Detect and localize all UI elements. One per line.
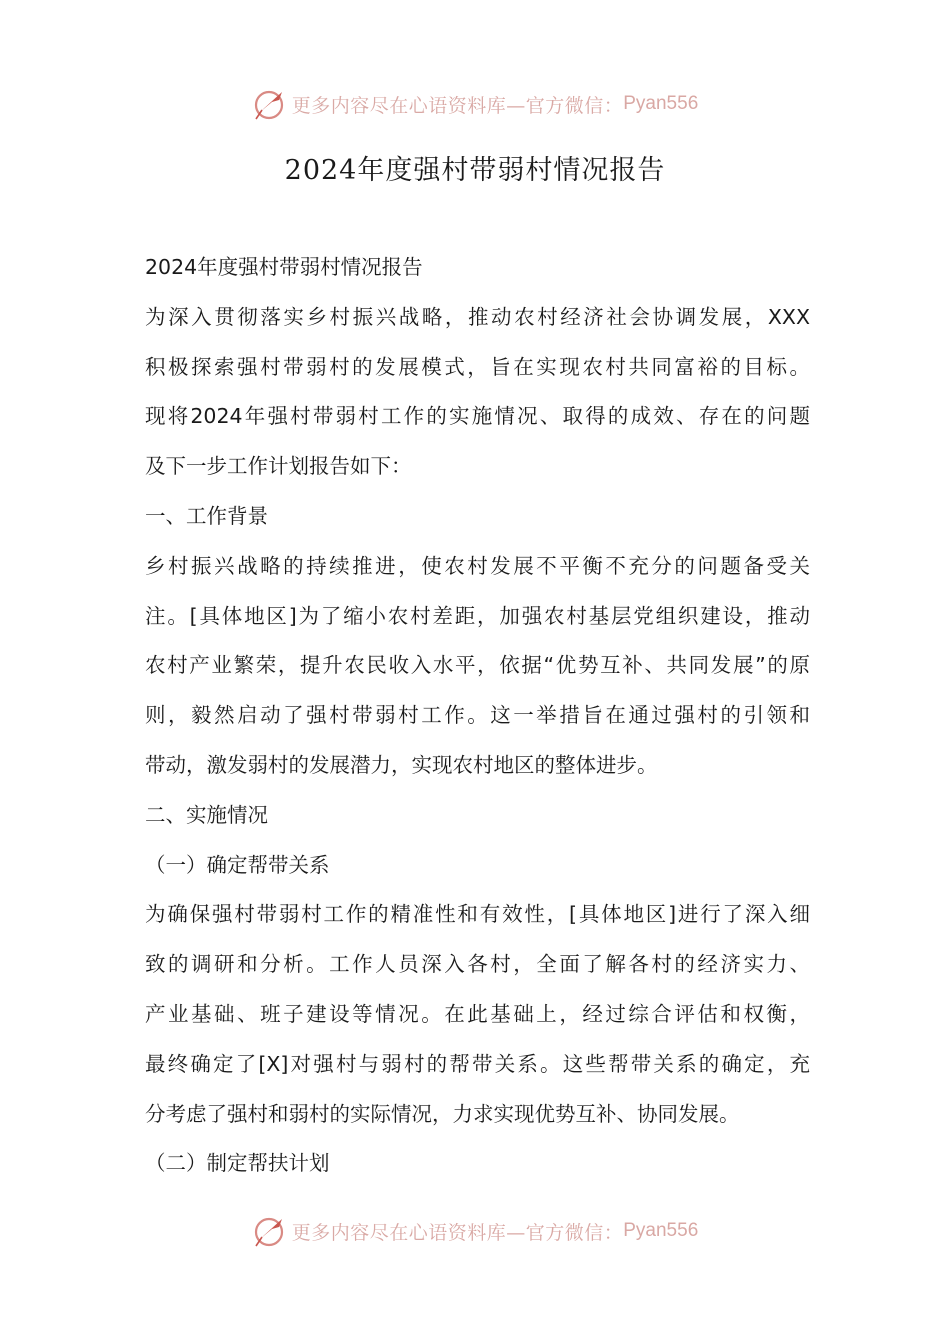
body-line: 注。[具体地区]为了缩小农村差距，加强农村基层党组织建设，推动 [145, 603, 810, 628]
watermark-text: 更多内容尽在心语资料库—官方微信： [291, 94, 624, 117]
body-line: （二）制定帮扶计划 [145, 1151, 330, 1176]
body-line: 致的调研和分析。工作人员深入各村，全面了解各村的经济实力、 [145, 952, 810, 977]
body-line: 最终确定了[X]对强村与弱村的帮带关系。这些帮带关系的确定，充 [145, 1051, 810, 1076]
body-line: 带动，激发弱村的发展潜力，实现农村地区的整体进步。 [145, 752, 658, 777]
body-line: 二、实施情况 [145, 802, 268, 827]
body-line: 则，毅然启动了强村带弱村工作。这一举措旨在通过强村的引领和 [145, 703, 810, 728]
body-line: 一、工作背景 [145, 503, 268, 528]
body-line: 现将2024年强村带弱村工作的实施情况、取得的成效、存在的问题 [145, 404, 810, 429]
body-line: 乡村振兴战略的持续推进，使农村发展不平衡不充分的问题备受关 [145, 553, 810, 578]
quill-logo-icon [252, 1213, 288, 1249]
watermark-text: 更多内容尽在心语资料库—官方微信： [291, 1221, 624, 1244]
body-line: （一）确定帮带关系 [145, 852, 330, 877]
body-line: 为确保强村带弱村工作的精准性和有效性，[具体地区]进行了深入细 [145, 902, 810, 927]
document-title: 2024年度强村带弱村情况报告 [284, 155, 666, 186]
watermark-wechat-id: Pyan556 [623, 93, 699, 114]
watermark-bottom [0, 1211, 950, 1251]
watermark-wechat-id: Pyan556 [623, 1220, 699, 1241]
body-line: 及下一步工作计划报告如下： [145, 454, 412, 479]
body-line: 2024年度强村带弱村情况报告 [145, 255, 423, 279]
body-line: 为深入贯彻落实乡村振兴战略，推动农村经济社会协调发展，XXX [145, 304, 810, 329]
body-line: 分考虑了强村和弱村的实际情况，力求实现优势互补、协同发展。 [145, 1101, 740, 1126]
body-line: 农村产业繁荣，提升农民收入水平，依据“优势互补、共同发展”的原 [145, 653, 810, 678]
body-line: 产业基础、班子建设等情况。在此基础上，经过综合评估和权衡， [145, 1001, 810, 1026]
document-body [145, 243, 810, 1189]
watermark-top [0, 84, 950, 124]
body-line: 积极探索强村带弱村的发展模式，旨在实现农村共同富裕的目标。 [145, 354, 810, 379]
quill-logo-icon [252, 86, 288, 122]
